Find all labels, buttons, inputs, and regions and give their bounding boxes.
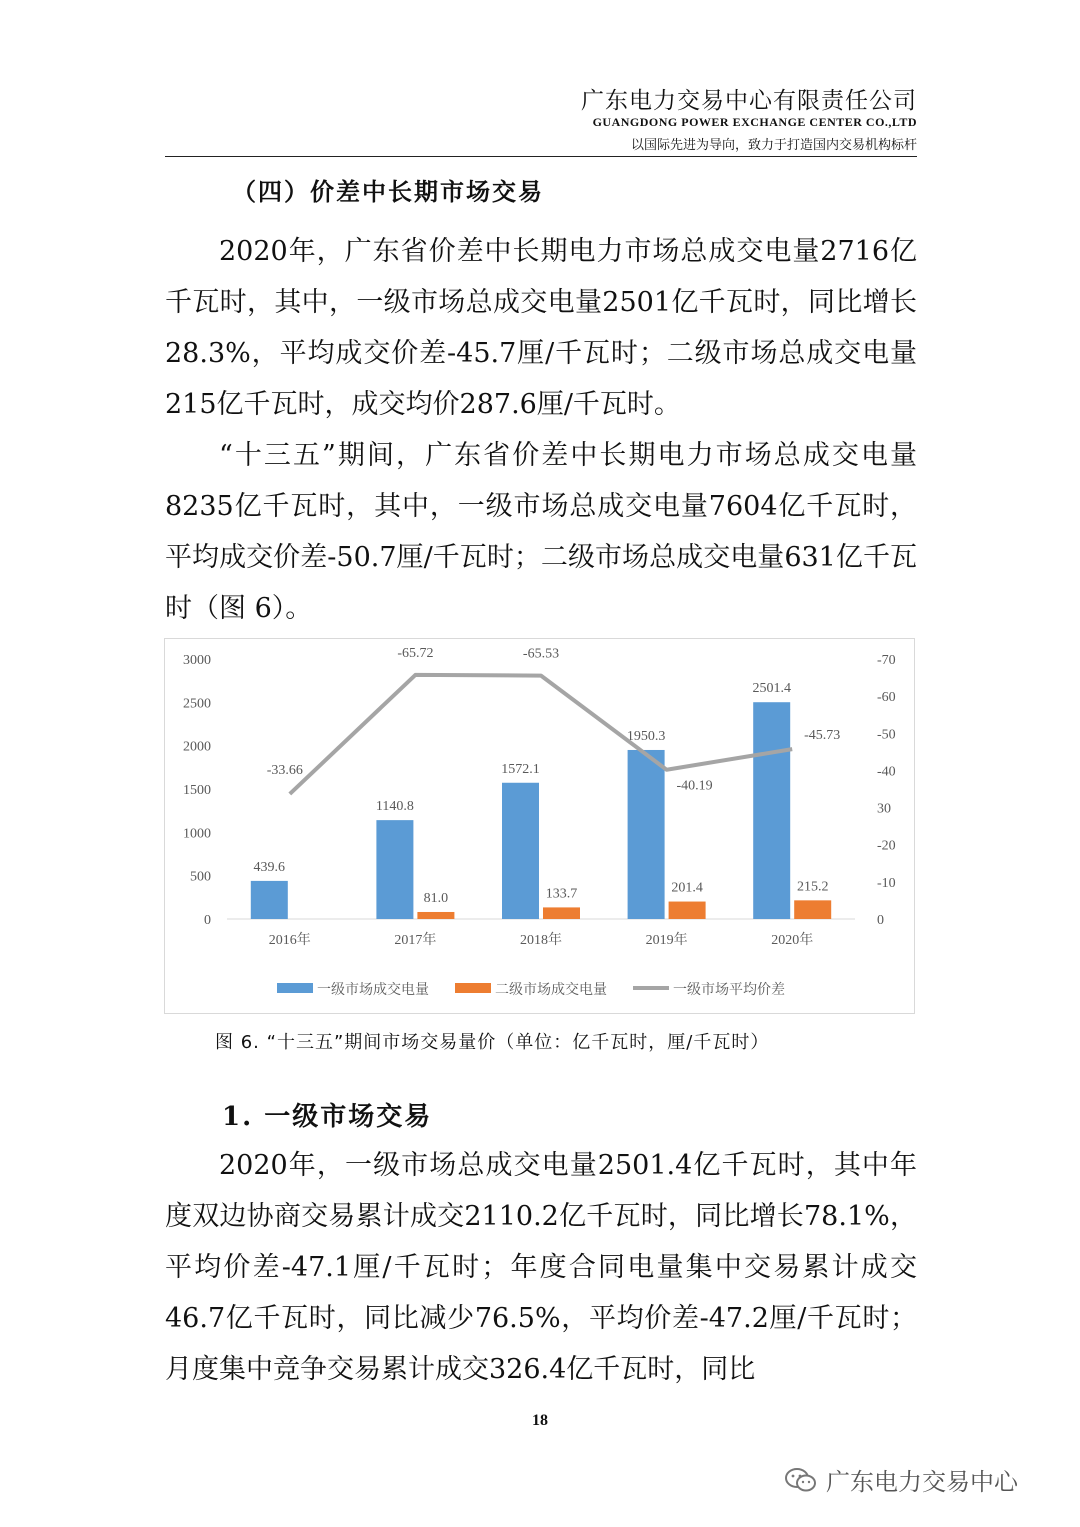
chart-container	[164, 638, 915, 1014]
y-right-tick-label: 0	[877, 913, 884, 928]
subsection-body	[165, 1140, 917, 1395]
bar-secondary	[543, 907, 580, 919]
company-name-en: GUANGDONG POWER EXCHANGE CENTER CO.,LTD	[592, 115, 917, 129]
line-data-label: -40.19	[676, 778, 713, 794]
y-left-tick-label: 500	[190, 869, 211, 885]
y-right-tick-label: -50	[877, 727, 896, 743]
line-data-label: -33.66	[266, 762, 303, 778]
x-tick-label: 2018年	[520, 933, 562, 948]
line-series-avg-spread	[290, 675, 792, 794]
data-label: 201.4	[671, 880, 703, 896]
wechat-icon	[784, 1467, 818, 1493]
subsection-title: 1. 一级市场交易	[222, 1102, 433, 1132]
data-label: 81.0	[423, 890, 449, 906]
bar-secondary	[417, 912, 454, 919]
data-label: 1950.3	[626, 728, 666, 744]
company-name: 广东电力交易中心有限责任公司	[581, 88, 917, 114]
section-title: （四）价差中长期市场交易	[232, 177, 544, 206]
y-left-tick-label: 0	[204, 913, 211, 928]
y-left-tick-label: 1000	[183, 826, 211, 842]
bar-secondary	[669, 902, 706, 919]
y-left-tick-label: 3000	[183, 653, 211, 668]
y-left-tick-label: 2000	[183, 739, 211, 755]
y-right-tick-label: -70	[877, 653, 896, 668]
legend-label: 二级市场成交电量	[495, 982, 607, 998]
data-label: 215.2	[796, 879, 829, 895]
line-data-label: -45.73	[804, 728, 841, 744]
y-right-tick-label: -20	[877, 838, 896, 854]
watermark-text: 广东电力交易中心	[826, 1468, 1018, 1496]
data-label: 1140.8	[375, 799, 414, 815]
y-right-tick-label: -10	[877, 875, 896, 891]
x-tick-label: 2017年	[394, 933, 437, 948]
legend-label: 一级市场平均价差	[673, 982, 785, 998]
bar-primary	[251, 881, 288, 919]
x-tick-label: 2016年	[268, 933, 311, 948]
y-right-tick-label: -40	[877, 764, 896, 780]
bar-primary	[753, 702, 790, 919]
figure-caption: 图 6. “十三五”期间市场交易量价（单位：亿千瓦时，厘/千瓦时）	[215, 1032, 770, 1053]
page-number: 18	[532, 1412, 548, 1429]
watermark	[784, 1462, 1018, 1497]
legend-swatch	[455, 983, 491, 993]
line-data-label: -65.53	[522, 646, 560, 662]
x-tick-label: 2020年	[771, 933, 814, 948]
line-data-label: -65.72	[397, 645, 434, 661]
paragraph-primary-market: 2020年，一级市场总成交电量2501.4亿千瓦时，其中年度双边协商交易累计成交2110.2亿千瓦时，同比增长78.1%，平均价差-47.1厘/千瓦时；年度合同电量集中交易累计成交46.7亿千瓦时，同比减少76.5%，平均价差-47.2厘/千瓦时；月度集中竞争交易累计成交326.4亿千瓦时，同比	[165, 1150, 917, 1385]
y-right-tick-label: 30	[877, 801, 891, 817]
data-label: 439.6	[253, 859, 286, 875]
y-left-tick-label: 1500	[183, 783, 211, 798]
data-label: 2501.4	[752, 681, 791, 697]
bar-secondary	[794, 900, 831, 919]
header-divider	[165, 156, 917, 157]
market-chart	[165, 639, 916, 1015]
legend-swatch	[277, 983, 313, 993]
y-left-tick-label: 2500	[183, 696, 211, 712]
legend-label: 一级市场成交电量	[317, 982, 429, 998]
paragraph-2020-summary: 2020年，广东省价差中长期电力市场总成交电量2716亿千瓦时，其中，一级市场总成交电量2501亿千瓦时，同比增长28.3%，平均成交价差-45.7厘/千瓦时；二级市场总成交电量215亿千瓦时，成交均价287.6厘/千瓦时。	[165, 236, 917, 420]
bar-primary	[502, 783, 539, 919]
data-label: 1572.1	[501, 761, 540, 777]
section-body	[165, 226, 917, 634]
paragraph-13th-five-year: “十三五”期间，广东省价差中长期电力市场总成交电量8235亿千瓦时，其中，一级市场总成交电量7604亿千瓦时，平均成交价差-50.7厘/千瓦时；二级市场总成交电量631亿千瓦时（图 6）。	[165, 440, 917, 624]
y-right-tick-label: -60	[877, 690, 896, 706]
company-slogan: 以国际先进为导向，致力于打造国内交易机构标杆	[630, 138, 917, 153]
x-tick-label: 2019年	[645, 933, 688, 948]
bar-primary	[376, 820, 413, 919]
data-label: 133.7	[545, 886, 578, 902]
bar-primary	[628, 750, 665, 919]
